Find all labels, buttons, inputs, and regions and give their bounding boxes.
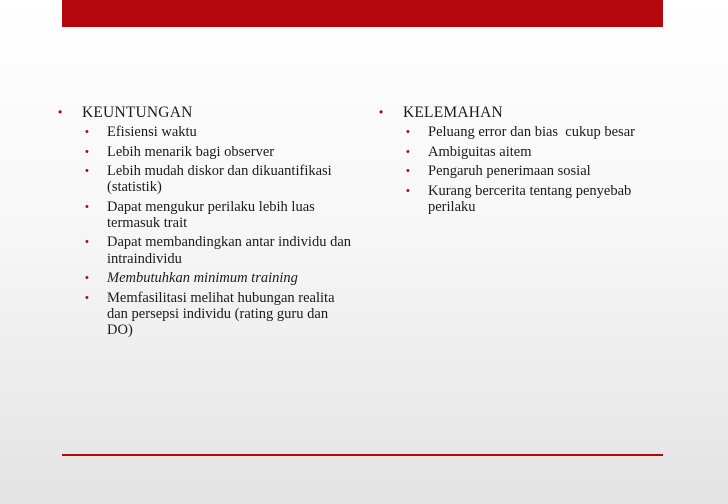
- list-item: [379, 124, 693, 140]
- kelemahan-list: [379, 124, 664, 215]
- list-item: [379, 163, 693, 179]
- bullet-icon: •: [58, 105, 63, 119]
- list-item-text: Peluang error dan bias cukup besar: [428, 124, 635, 140]
- list-item-text: Efisiensi waktu: [107, 124, 197, 140]
- list-item-text: Membutuhkan minimum training: [107, 270, 298, 287]
- left-column: [58, 103, 358, 342]
- list-item: [379, 144, 693, 160]
- keuntungan-list: [58, 124, 358, 338]
- list-item-text: Memfasilitasi melihat hubungan realita dan persepsi individu (rating guru dan DO): [107, 289, 335, 339]
- bullet-icon: •: [379, 105, 384, 119]
- right-column: [379, 103, 664, 218]
- list-item: [58, 144, 377, 160]
- list-item-text: Lebih menarik bagi observer: [107, 143, 275, 160]
- bullet-icon: •: [85, 165, 89, 177]
- bullet-icon: •: [406, 184, 410, 197]
- bullet-icon: •: [85, 126, 89, 138]
- bullet-icon: •: [85, 272, 89, 285]
- list-item: [58, 163, 342, 195]
- heading-label: KEUNTUNGAN: [82, 104, 193, 121]
- list-item: [58, 124, 342, 140]
- bullet-icon: •: [85, 145, 89, 158]
- heading-label: KELEMAHAN: [403, 104, 503, 121]
- bullet-icon: •: [85, 291, 89, 304]
- list-item: [58, 290, 352, 339]
- list-item: [58, 234, 369, 266]
- list-item-text: Dapat mengukur perilaku lebih luas termasuk trait: [107, 198, 315, 231]
- top-accent-bar: [62, 0, 663, 27]
- heading-kelemahan: [379, 103, 664, 122]
- bullet-icon: •: [406, 145, 410, 158]
- list-item-text: Ambiguitas aitem: [428, 143, 532, 160]
- list-item-text: Dapat membandingkan antar individu dan intraindividu: [107, 234, 352, 267]
- list-item: [379, 183, 658, 215]
- list-item-text: Lebih mudah diskor dan dikuantifikasi (statistik): [107, 163, 332, 196]
- bottom-divider: [62, 454, 663, 456]
- bullet-icon: •: [406, 126, 410, 138]
- bullet-icon: •: [406, 165, 410, 177]
- heading-keuntungan: [58, 103, 358, 122]
- list-item-text: Kurang bercerita tentang penyebab perilaku: [428, 182, 632, 215]
- list-item-text: Pengaruh penerimaan sosial: [428, 163, 591, 179]
- list-item: [58, 270, 397, 286]
- list-item: [58, 199, 352, 231]
- bullet-icon: •: [85, 200, 89, 213]
- bullet-icon: •: [85, 236, 89, 249]
